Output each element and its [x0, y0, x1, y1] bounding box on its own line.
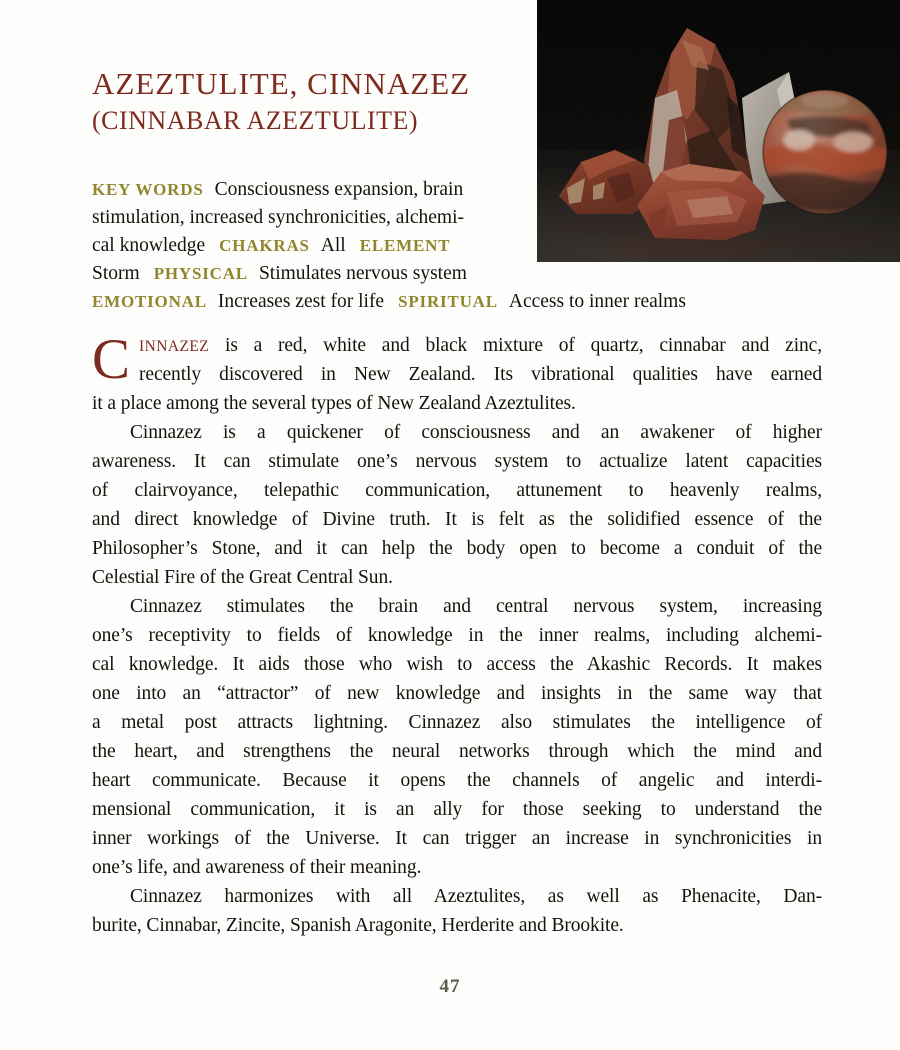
text-line: awareness. It can stimulate one’s nervous system to actualize latent capacities: [92, 451, 822, 472]
text-line: a metal post attracts lightning. Cinnazez also stimulates the intelligence of: [92, 712, 822, 733]
property-line: [92, 204, 832, 232]
text-line: Celestial Fire of the Great Central Sun.: [92, 567, 393, 588]
property-label: KEY WORDS: [92, 180, 204, 199]
property-value: All: [320, 235, 346, 256]
text-line: one’s receptivity to fields of knowledge in the inner realms, including alchemi-: [92, 625, 822, 646]
property-value: stimulation, increased synchronicities, alchemi-: [92, 207, 465, 228]
text-line: and direct knowledge of Divine truth. It is felt as the solidified essence of the: [92, 509, 822, 530]
properties-block: [92, 176, 832, 316]
text-line: of clairvoyance, telepathic communication, attunement to heavenly realms,: [92, 480, 822, 501]
text-line: inner workings of the Universe. It can trigger an increase in synchronicities in: [92, 828, 822, 849]
text-line: one’s life, and awareness of their meaning.: [92, 857, 422, 878]
property-line: [92, 288, 832, 316]
property-line: [92, 232, 832, 260]
drop-cap: C: [92, 328, 131, 391]
page-footer: [0, 976, 900, 998]
text-line: burite, Cinnabar, Zincite, Spanish Aragonite, Herderite and Brookite.: [92, 915, 624, 936]
property-label: EMOTIONAL: [92, 292, 207, 311]
text-line: Cinnazez is a quickener of consciousness and an awakener of higher: [130, 422, 822, 443]
text-line: the heart, and strengthens the neural networks through which the mind and: [92, 741, 822, 762]
text-line: INNAZEZ is a red, white and black mixture of quartz, cinnabar and zinc,: [139, 335, 822, 356]
page-title: AZEZTULITE, CINNAZEZ: [92, 66, 471, 101]
property-value: Access to inner realms: [508, 291, 686, 312]
property-label: CHAKRAS: [219, 236, 310, 255]
paragraph: [92, 592, 822, 882]
text-line: one into an “attractor” of new knowledge and insights in the same way that: [92, 683, 822, 704]
page-number: 47: [439, 976, 461, 997]
property-value: Consciousness expansion, brain: [214, 179, 464, 200]
paragraph: [92, 882, 822, 940]
text-line: mensional communication, it is an ally for those seeking to understand the: [92, 799, 822, 820]
property-value: cal knowledge: [92, 235, 206, 256]
property-line: [92, 260, 832, 288]
property-line: [92, 176, 832, 204]
paragraph: [92, 418, 822, 592]
text-line: Cinnazez stimulates the brain and central nervous system, increasing: [130, 596, 822, 617]
property-label: SPIRITUAL: [398, 292, 498, 311]
property-label: ELEMENT: [359, 236, 451, 255]
text-line: recently discovered in New Zealand. Its vibrational qualities have earned: [139, 364, 822, 385]
text-line: cal knowledge. It aids those who wish to access the Akashic Records. It makes: [92, 654, 822, 675]
text-line: Philosopher’s Stone, and it can help the body open to become a conduit of the: [92, 538, 822, 559]
text-line: heart communicate. Because it opens the channels of angelic and interdi-: [92, 770, 822, 791]
property-label: PHYSICAL: [153, 264, 248, 283]
lead-smallcaps: INNAZEZ: [139, 338, 210, 355]
page-subtitle: (CINNABAR AZEZTULITE): [92, 106, 419, 135]
body-text: [92, 328, 822, 940]
property-value: Increases zest for life: [217, 291, 385, 312]
property-value: Stimulates nervous system: [258, 263, 467, 284]
paragraph: [92, 328, 822, 418]
text-line: Cinnazez harmonizes with all Azeztulites, as well as Phenacite, Dan-: [130, 886, 822, 907]
text-line: it a place among the several types of New Zealand Azeztulites.: [92, 393, 576, 414]
property-value: Storm: [92, 263, 140, 284]
chapter-heading: [92, 64, 537, 137]
